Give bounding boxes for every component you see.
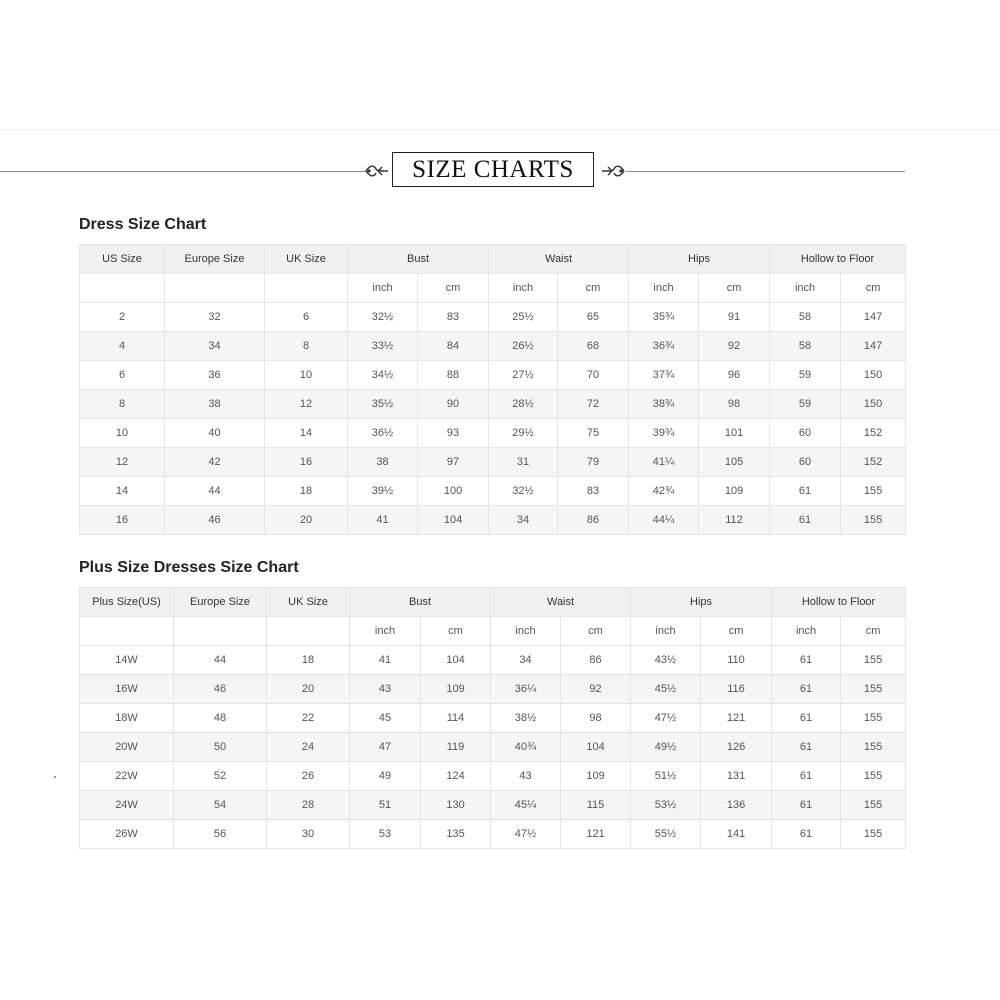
table-cell: 61 [770, 506, 841, 535]
table-cell: 109 [421, 675, 491, 704]
table-row [80, 477, 906, 506]
table-cell: 26 [267, 762, 350, 791]
table-cell: 155 [841, 477, 906, 506]
table-cell: 61 [770, 477, 841, 506]
table-cell: 36 [165, 361, 265, 390]
plus-header-row [80, 588, 906, 617]
table-cell: 155 [841, 506, 906, 535]
table-cell: 68 [558, 332, 629, 361]
table-cell: 126 [701, 733, 772, 762]
table-cell: 43 [491, 762, 561, 791]
table-cell: 43 [350, 675, 421, 704]
table-cell: 61 [772, 675, 841, 704]
top-divider [0, 129, 1000, 130]
table-cell: 104 [421, 646, 491, 675]
unit-inch: inch [491, 617, 561, 646]
table-cell: 109 [699, 477, 770, 506]
table-cell: 61 [772, 646, 841, 675]
table-cell: 46 [174, 675, 267, 704]
table-cell: 29½ [489, 419, 558, 448]
table-cell: 70 [558, 361, 629, 390]
table-cell: 56 [174, 820, 267, 849]
header-bust: Bust [348, 245, 489, 274]
table-cell: 124 [421, 762, 491, 791]
table-cell: 42 [165, 448, 265, 477]
header-uk-size: UK Size [267, 588, 350, 617]
table-cell: 47½ [491, 820, 561, 849]
table-cell: 115 [561, 791, 631, 820]
table-row [80, 419, 906, 448]
table-row [80, 506, 906, 535]
table-cell: 147 [841, 332, 906, 361]
table-cell: 32½ [348, 303, 418, 332]
table-row [80, 675, 906, 704]
header-bust: Bust [350, 588, 491, 617]
table-cell: 53 [350, 820, 421, 849]
table-cell: 32 [165, 303, 265, 332]
table-cell: 16W [80, 675, 174, 704]
table-cell: 114 [421, 704, 491, 733]
unit-cm: cm [841, 274, 906, 303]
table-cell: 39¾ [629, 419, 699, 448]
table-cell: 40¾ [491, 733, 561, 762]
table-row [80, 361, 906, 390]
table-cell: 104 [561, 733, 631, 762]
table-cell: 38¾ [629, 390, 699, 419]
table-cell: 26W [80, 820, 174, 849]
stray-dot [54, 776, 56, 778]
table-cell: 100 [418, 477, 489, 506]
table-cell: 16 [265, 448, 348, 477]
plus-size-table [79, 587, 906, 849]
table-cell: 32½ [489, 477, 558, 506]
table-cell: 35½ [348, 390, 418, 419]
table-cell: 110 [701, 646, 772, 675]
table-cell: 28½ [489, 390, 558, 419]
table-cell: 58 [770, 332, 841, 361]
table-cell: 22 [267, 704, 350, 733]
flourish-left-icon [364, 161, 390, 181]
table-cell: 8 [80, 390, 165, 419]
unit-inch: inch [489, 274, 558, 303]
table-cell: 96 [699, 361, 770, 390]
table-cell: 51½ [631, 762, 701, 791]
unit-cm: cm [699, 274, 770, 303]
table-cell: 14W [80, 646, 174, 675]
table-cell: 30 [267, 820, 350, 849]
table-cell: 59 [770, 390, 841, 419]
dress-size-chart-title: Dress Size Chart [79, 216, 207, 233]
table-cell: 31 [489, 448, 558, 477]
table-cell: 55½ [631, 820, 701, 849]
table-cell: 135 [421, 820, 491, 849]
table-row [80, 704, 906, 733]
table-cell: 10 [265, 361, 348, 390]
banner-title: SIZE CHARTS [392, 152, 594, 187]
flourish-right-icon [600, 161, 626, 181]
table-row [80, 791, 906, 820]
table-cell: 33½ [348, 332, 418, 361]
table-cell: 152 [841, 448, 906, 477]
table-cell: 65 [558, 303, 629, 332]
table-cell: 14 [80, 477, 165, 506]
table-cell: 83 [558, 477, 629, 506]
table-cell: 88 [418, 361, 489, 390]
header-plus-size-us: Plus Size(US) [80, 588, 174, 617]
table-cell: 79 [558, 448, 629, 477]
table-cell: 48 [174, 704, 267, 733]
header-us-size: US Size [80, 245, 165, 274]
table-cell: 150 [841, 361, 906, 390]
unit-inch: inch [348, 274, 418, 303]
table-cell: 116 [701, 675, 772, 704]
table-cell: 52 [174, 762, 267, 791]
units-empty [267, 617, 350, 646]
size-charts-banner [0, 152, 905, 190]
table-cell: 141 [701, 820, 772, 849]
table-cell: 92 [699, 332, 770, 361]
table-cell: 10 [80, 419, 165, 448]
table-cell: 26½ [489, 332, 558, 361]
table-cell: 34 [165, 332, 265, 361]
header-hollow-to-floor: Hollow to Floor [772, 588, 906, 617]
table-cell: 43½ [631, 646, 701, 675]
table-cell: 20W [80, 733, 174, 762]
table-cell: 39½ [348, 477, 418, 506]
table-cell: 121 [561, 820, 631, 849]
table-cell: 91 [699, 303, 770, 332]
header-europe-size: Europe Size [174, 588, 267, 617]
table-cell: 147 [841, 303, 906, 332]
table-row [80, 303, 906, 332]
units-empty [174, 617, 267, 646]
table-cell: 98 [561, 704, 631, 733]
table-cell: 27½ [489, 361, 558, 390]
header-europe-size: Europe Size [165, 245, 265, 274]
table-cell: 97 [418, 448, 489, 477]
table-cell: 152 [841, 419, 906, 448]
plus-units-row [80, 617, 906, 646]
table-cell: 54 [174, 791, 267, 820]
table-row [80, 820, 906, 849]
table-cell: 61 [772, 820, 841, 849]
table-cell: 41 [348, 506, 418, 535]
table-row [80, 448, 906, 477]
table-cell: 50 [174, 733, 267, 762]
table-cell: 47½ [631, 704, 701, 733]
table-cell: 22W [80, 762, 174, 791]
table-cell: 18W [80, 704, 174, 733]
table-cell: 61 [772, 791, 841, 820]
table-cell: 16 [80, 506, 165, 535]
table-cell: 51 [350, 791, 421, 820]
table-cell: 136 [701, 791, 772, 820]
table-cell: 2 [80, 303, 165, 332]
table-cell: 44¼ [629, 506, 699, 535]
table-cell: 155 [841, 704, 906, 733]
table-cell: 41¼ [629, 448, 699, 477]
table-cell: 34½ [348, 361, 418, 390]
table-cell: 38 [348, 448, 418, 477]
table-cell: 44 [165, 477, 265, 506]
table-cell: 14 [265, 419, 348, 448]
table-cell: 61 [772, 733, 841, 762]
table-cell: 35¾ [629, 303, 699, 332]
table-cell: 105 [699, 448, 770, 477]
table-row [80, 390, 906, 419]
units-empty [165, 274, 265, 303]
banner-line-right [626, 171, 905, 172]
header-hollow-to-floor: Hollow to Floor [770, 245, 906, 274]
table-cell: 8 [265, 332, 348, 361]
table-cell: 12 [80, 448, 165, 477]
table-cell: 46 [165, 506, 265, 535]
table-cell: 104 [418, 506, 489, 535]
table-cell: 112 [699, 506, 770, 535]
table-cell: 42¾ [629, 477, 699, 506]
table-cell: 36¾ [629, 332, 699, 361]
table-cell: 45½ [631, 675, 701, 704]
table-cell: 155 [841, 675, 906, 704]
table-cell: 47 [350, 733, 421, 762]
table-cell: 34 [489, 506, 558, 535]
table-row [80, 646, 906, 675]
table-cell: 49 [350, 762, 421, 791]
table-cell: 38½ [491, 704, 561, 733]
table-cell: 20 [265, 506, 348, 535]
table-cell: 20 [267, 675, 350, 704]
unit-cm: cm [841, 617, 906, 646]
plus-size-chart-title: Plus Size Dresses Size Chart [79, 559, 299, 576]
table-row [80, 762, 906, 791]
table-cell: 25½ [489, 303, 558, 332]
unit-cm: cm [561, 617, 631, 646]
dress-units-row [80, 274, 906, 303]
table-cell: 36½ [348, 419, 418, 448]
table-cell: 58 [770, 303, 841, 332]
units-empty [80, 617, 174, 646]
table-cell: 155 [841, 762, 906, 791]
table-cell: 24 [267, 733, 350, 762]
unit-cm: cm [421, 617, 491, 646]
table-row [80, 733, 906, 762]
table-cell: 38 [165, 390, 265, 419]
table-cell: 60 [770, 448, 841, 477]
table-cell: 155 [841, 820, 906, 849]
table-cell: 150 [841, 390, 906, 419]
header-hips: Hips [631, 588, 772, 617]
table-cell: 131 [701, 762, 772, 791]
unit-inch: inch [631, 617, 701, 646]
table-cell: 12 [265, 390, 348, 419]
table-cell: 61 [772, 762, 841, 791]
table-cell: 86 [558, 506, 629, 535]
table-cell: 6 [80, 361, 165, 390]
table-cell: 45 [350, 704, 421, 733]
table-cell: 119 [421, 733, 491, 762]
unit-inch: inch [350, 617, 421, 646]
header-waist: Waist [491, 588, 631, 617]
unit-inch: inch [629, 274, 699, 303]
table-cell: 75 [558, 419, 629, 448]
dress-header-row [80, 245, 906, 274]
table-cell: 40 [165, 419, 265, 448]
table-cell: 101 [699, 419, 770, 448]
table-cell: 49½ [631, 733, 701, 762]
table-cell: 98 [699, 390, 770, 419]
table-cell: 130 [421, 791, 491, 820]
table-cell: 72 [558, 390, 629, 419]
table-cell: 36¼ [491, 675, 561, 704]
table-cell: 155 [841, 791, 906, 820]
table-cell: 121 [701, 704, 772, 733]
table-cell: 41 [350, 646, 421, 675]
table-cell: 44 [174, 646, 267, 675]
table-cell: 155 [841, 646, 906, 675]
units-empty [265, 274, 348, 303]
table-cell: 18 [267, 646, 350, 675]
header-uk-size: UK Size [265, 245, 348, 274]
table-cell: 92 [561, 675, 631, 704]
table-cell: 24W [80, 791, 174, 820]
table-cell: 53½ [631, 791, 701, 820]
table-cell: 45¼ [491, 791, 561, 820]
unit-cm: cm [558, 274, 629, 303]
unit-inch: inch [772, 617, 841, 646]
table-cell: 90 [418, 390, 489, 419]
table-cell: 28 [267, 791, 350, 820]
table-cell: 155 [841, 733, 906, 762]
unit-cm: cm [418, 274, 489, 303]
units-empty [80, 274, 165, 303]
dress-size-table [79, 244, 906, 535]
table-cell: 86 [561, 646, 631, 675]
table-cell: 37¾ [629, 361, 699, 390]
header-waist: Waist [489, 245, 629, 274]
table-cell: 61 [772, 704, 841, 733]
table-cell: 59 [770, 361, 841, 390]
table-cell: 34 [491, 646, 561, 675]
unit-cm: cm [701, 617, 772, 646]
table-cell: 60 [770, 419, 841, 448]
table-cell: 18 [265, 477, 348, 506]
table-cell: 4 [80, 332, 165, 361]
banner-line-left [0, 171, 366, 172]
unit-inch: inch [770, 274, 841, 303]
header-hips: Hips [629, 245, 770, 274]
table-row [80, 332, 906, 361]
table-cell: 84 [418, 332, 489, 361]
table-cell: 93 [418, 419, 489, 448]
table-cell: 83 [418, 303, 489, 332]
table-cell: 109 [561, 762, 631, 791]
table-cell: 6 [265, 303, 348, 332]
